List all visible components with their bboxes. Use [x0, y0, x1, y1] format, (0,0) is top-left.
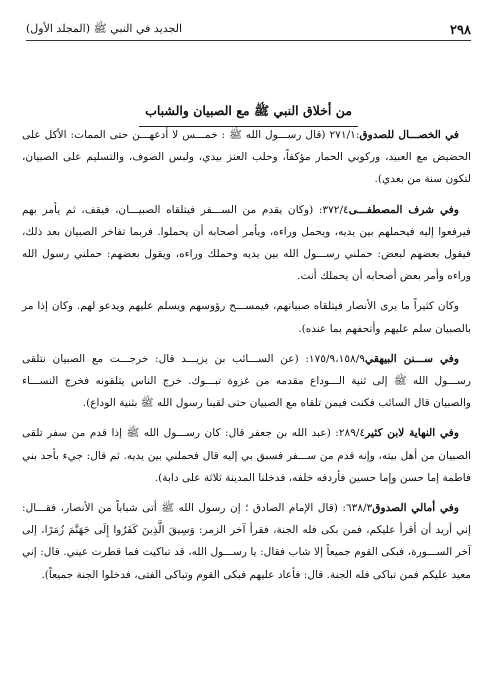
paragraph-text: ٦٣٨/٣: (قال الإمام الصادق ؛ إن رسول الله ﷺ أتى شباباً من الأنصار، فقـــال: إني أريد أن أقرأ عليكم، فمن بكى فله الجنة، فقرأ آخر الزمر: وَسِيقَ الَّذِينَ كَفَرُوا إِلَى جَهَنَّمَ زُمَرًا، إلى آخر الســـورة، فبكى القوم جميعاً إلا شاب فقال: يا رســـول الله، قد تباكيت فما قطرت عيني. قال: إني معيد عليكم فمن تباكى فله الجنة. قال: فأعاد عليهم فبكى القوم وتباكى الفتى، فدخلوا الجنة جميعاً). [22, 502, 471, 581]
source-citation: وفي شرف المصطفـــى [348, 203, 459, 216]
paragraph [22, 199, 471, 288]
source-citation: وفي النهاية لابن كثير [365, 427, 459, 440]
paragraph [22, 497, 471, 586]
paragraph-text: ٣٧٢/٤: (وكان يقدم من الســـفر فيتلقاه الصبيـــان، فيقف، ثم يأمر بهم فيرفعوا إليه فيحملهم بين يديه، ويحمل وراءه، ويأمر أصحابه أن يحملوا. فربما تفاخر الصبيان بعد ذلك، فيقول بعضهم لبعض: حملني رســـول الله بين يديه وحملك وراءه، ويقول بعضهم: حملني رسول الله وراءه وأمر بعض أصحابه أن يحملك أنت. [22, 203, 471, 283]
section-title: من أخلاق النبي ﷺ مع الصبيان والشباب [139, 103, 358, 127]
header-divider [26, 40, 471, 41]
section-heading [0, 100, 497, 127]
source-citation: وفي ســـنن البيهقي [365, 352, 459, 365]
paragraph [22, 422, 471, 489]
running-title: الجديد في النبي ﷺ (المجلد الأول) [26, 22, 183, 35]
source-citation: في الخصـــال للصدوق [359, 129, 459, 141]
paragraph-text: ١٧٥/٩،١٥٨/٩: (عن الســـائب بن يزيـــد قال: خرجـــت مع الصبيان نتلقى رســـول الله ﷺ إلى ثنية الـــوداع مقدمه من غزوة تبـــوك. خرج الناس يتلقونه فخرج النســـاء والصبيان قال السائب فكنت فيمن تلقاه مع الصبيان حتى لقينا رسول الله ﷺ بثنية الوداع). [22, 352, 471, 410]
page-number: ٢٩٨ [450, 23, 471, 38]
paragraph-text: ٢٨٩/٤: (عبد الله بن جعفر قال: كان رســـول الله ﷺ إذا قدم من سفر تلقى الصبيان من أهل بيته، وإنه قدم من ســـفر فسبق بي إليه قال فحملني بين يديه. ثم قال: جيء بأحد بني فاطمة إما حسن وإما حسين فأردفه خلفه، فدخلنا المدينة ثلاثة على دابة). [22, 427, 471, 484]
paragraph [22, 295, 471, 339]
paragraph-text: :٢٧١/١ (قال رســـول الله ﷺ : خمـــس لا أدعهـــن حتى الممات: الأكل على الحضيض مع العبيد، وركوبي الحمار مؤكفاً، وحلب العنز بيدي، ولبس الصوف، والتسليم على الصبيان، لتكون سنة من بعدي). [22, 129, 471, 186]
paragraph-text: وكان كثيراً ما يرى الأنصار فيتلقاه صبيانهم، فيمســـح رؤوسهم ويسلم عليهم ويدعو لهم. وكان إذا مر بالصبيان سلم عليهم وأتحفهم بما عنده). [22, 300, 471, 335]
running-header [26, 16, 471, 38]
source-citation: وفي أمالي الصدوق [372, 502, 459, 515]
body-text [22, 124, 471, 594]
paragraph [22, 348, 471, 415]
paragraph [22, 124, 471, 191]
